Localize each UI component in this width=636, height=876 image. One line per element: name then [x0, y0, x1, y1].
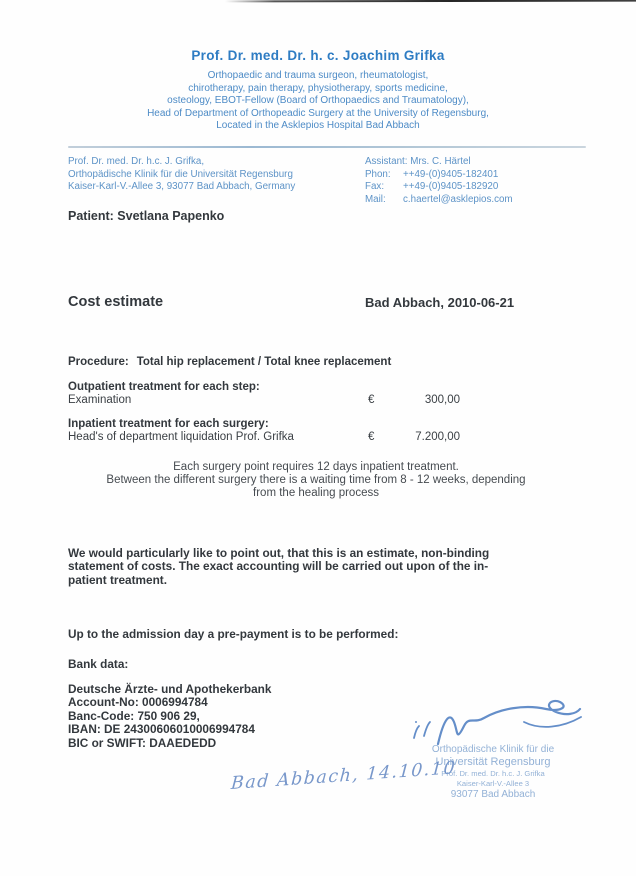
doctor-credentials	[0, 70, 636, 133]
disclaimer-line: statement of costs. The exact accounting will be carried out upon of the in-	[68, 559, 489, 574]
bank-details-block	[68, 683, 271, 750]
bank-data-heading: Bank data:	[68, 657, 129, 671]
inpatient-heading: Inpatient treatment for each surgery:	[68, 418, 269, 430]
bank-bic: BIC or SWIFT: DAAEDEDD	[68, 735, 217, 750]
credential-line: chirotherapy, pain therapy, physiotherapy, sports medicine,	[188, 82, 448, 94]
phone-row	[365, 169, 513, 182]
bank-iban: IBAN: DE 24300606010006994784	[68, 722, 255, 737]
header-divider	[68, 146, 586, 148]
outpatient-amount: 300,00	[424, 394, 460, 406]
credential-line: Located in the Asklepios Hospital Bad Abbach	[216, 120, 420, 132]
procedure-line	[68, 356, 391, 368]
currency-symbol: €	[368, 394, 375, 406]
fax-label: Fax:	[365, 181, 385, 193]
procedure-label: Procedure:	[68, 356, 129, 368]
procedure-value: Total hip replacement / Total knee replacement	[136, 356, 392, 368]
phone-label: Phon:	[365, 168, 391, 180]
stamp-line: Universität Regensburg	[435, 756, 551, 768]
outpatient-item: Examination	[68, 394, 132, 406]
sender-line: Kaiser-Karl-V.-Allee 3, 93077 Bad Abbach, Germany	[68, 181, 296, 193]
prepayment-line: Up to the admission day a pre-payment is to be performed:	[68, 627, 399, 641]
stamp-line: Orthopädische Klinik für die	[431, 744, 555, 755]
stamp-line: Kaiser-Karl-V.-Allee 3	[456, 779, 530, 788]
stamp-line: 93077 Bad Abbach	[450, 789, 536, 800]
disclaimer-line: patient treatment.	[68, 572, 167, 587]
doctor-name-title: Prof. Dr. med. Dr. h. c. Joachim Grifka	[191, 48, 445, 63]
bank-name: Deutsche Ärzte- und Apothekerbank	[68, 682, 272, 696]
disclaimer-line: We would particularly like to point out, that this is an estimate, non-binding	[68, 546, 490, 560]
mail-value: c.haertel@asklepios.com	[403, 193, 513, 205]
note-line: Between the different surgery there is a waiting time from 8 - 12 weeks, depending	[106, 474, 526, 487]
bank-account-no: Account-No: 0006994784	[68, 695, 208, 710]
credential-line: osteology, EBOT-Fellow (Board of Orthopaedics and Traumatology),	[167, 95, 469, 107]
fax-value: ++49-(0)9405-182920	[403, 181, 499, 193]
mail-label: Mail:	[365, 193, 386, 205]
bank-code: Banc-Code: 750 906 29,	[68, 708, 200, 723]
sender-line: Prof. Dr. med. Dr. h.c. J. Grifka,	[68, 156, 205, 167]
estimate-disclaimer	[68, 547, 588, 587]
inpatient-item: Head's of department liquidation Prof. Grifka	[68, 431, 294, 443]
patient-line: Patient: Svetlana Papenko	[68, 209, 225, 223]
currency-symbol: €	[368, 431, 375, 443]
place-and-date: Bad Abbach, 2010-06-21	[365, 295, 515, 310]
inpatient-cost-row	[68, 431, 460, 443]
stamp-line: Prof. Dr. med. Dr. h.c. J. Grifka	[441, 769, 545, 778]
treatment-note	[30, 461, 602, 501]
phone-value: ++49-(0)9405-182401	[403, 168, 499, 180]
inpatient-amount: 7.200,00	[415, 431, 460, 443]
sender-address-block	[68, 156, 295, 194]
assistant-contact-block	[365, 156, 513, 206]
document-title: Cost estimate	[68, 294, 164, 310]
sender-line: Orthopädische Klinik für die Universität Regensburg	[68, 168, 293, 180]
fax-row	[365, 181, 513, 194]
scan-artifact-line	[225, 0, 636, 2]
note-line: from the healing process	[253, 487, 379, 500]
mail-row	[365, 194, 513, 207]
credential-line: Orthopaedic and trauma surgeon, rheumatologist,	[207, 70, 429, 81]
handwritten-place-date: Bad Abbach, 14.10.10	[230, 758, 457, 795]
credential-line: Head of Department of Orthopeadic Surgery at the University of Regensburg,	[147, 107, 489, 119]
outpatient-heading: Outpatient treatment for each step:	[68, 381, 260, 393]
outpatient-cost-row	[68, 394, 460, 406]
assistant-line: Assistant: Mrs. C. Härtel	[365, 156, 471, 167]
note-line: Each surgery point requires 12 days inpatient treatment.	[173, 461, 459, 473]
